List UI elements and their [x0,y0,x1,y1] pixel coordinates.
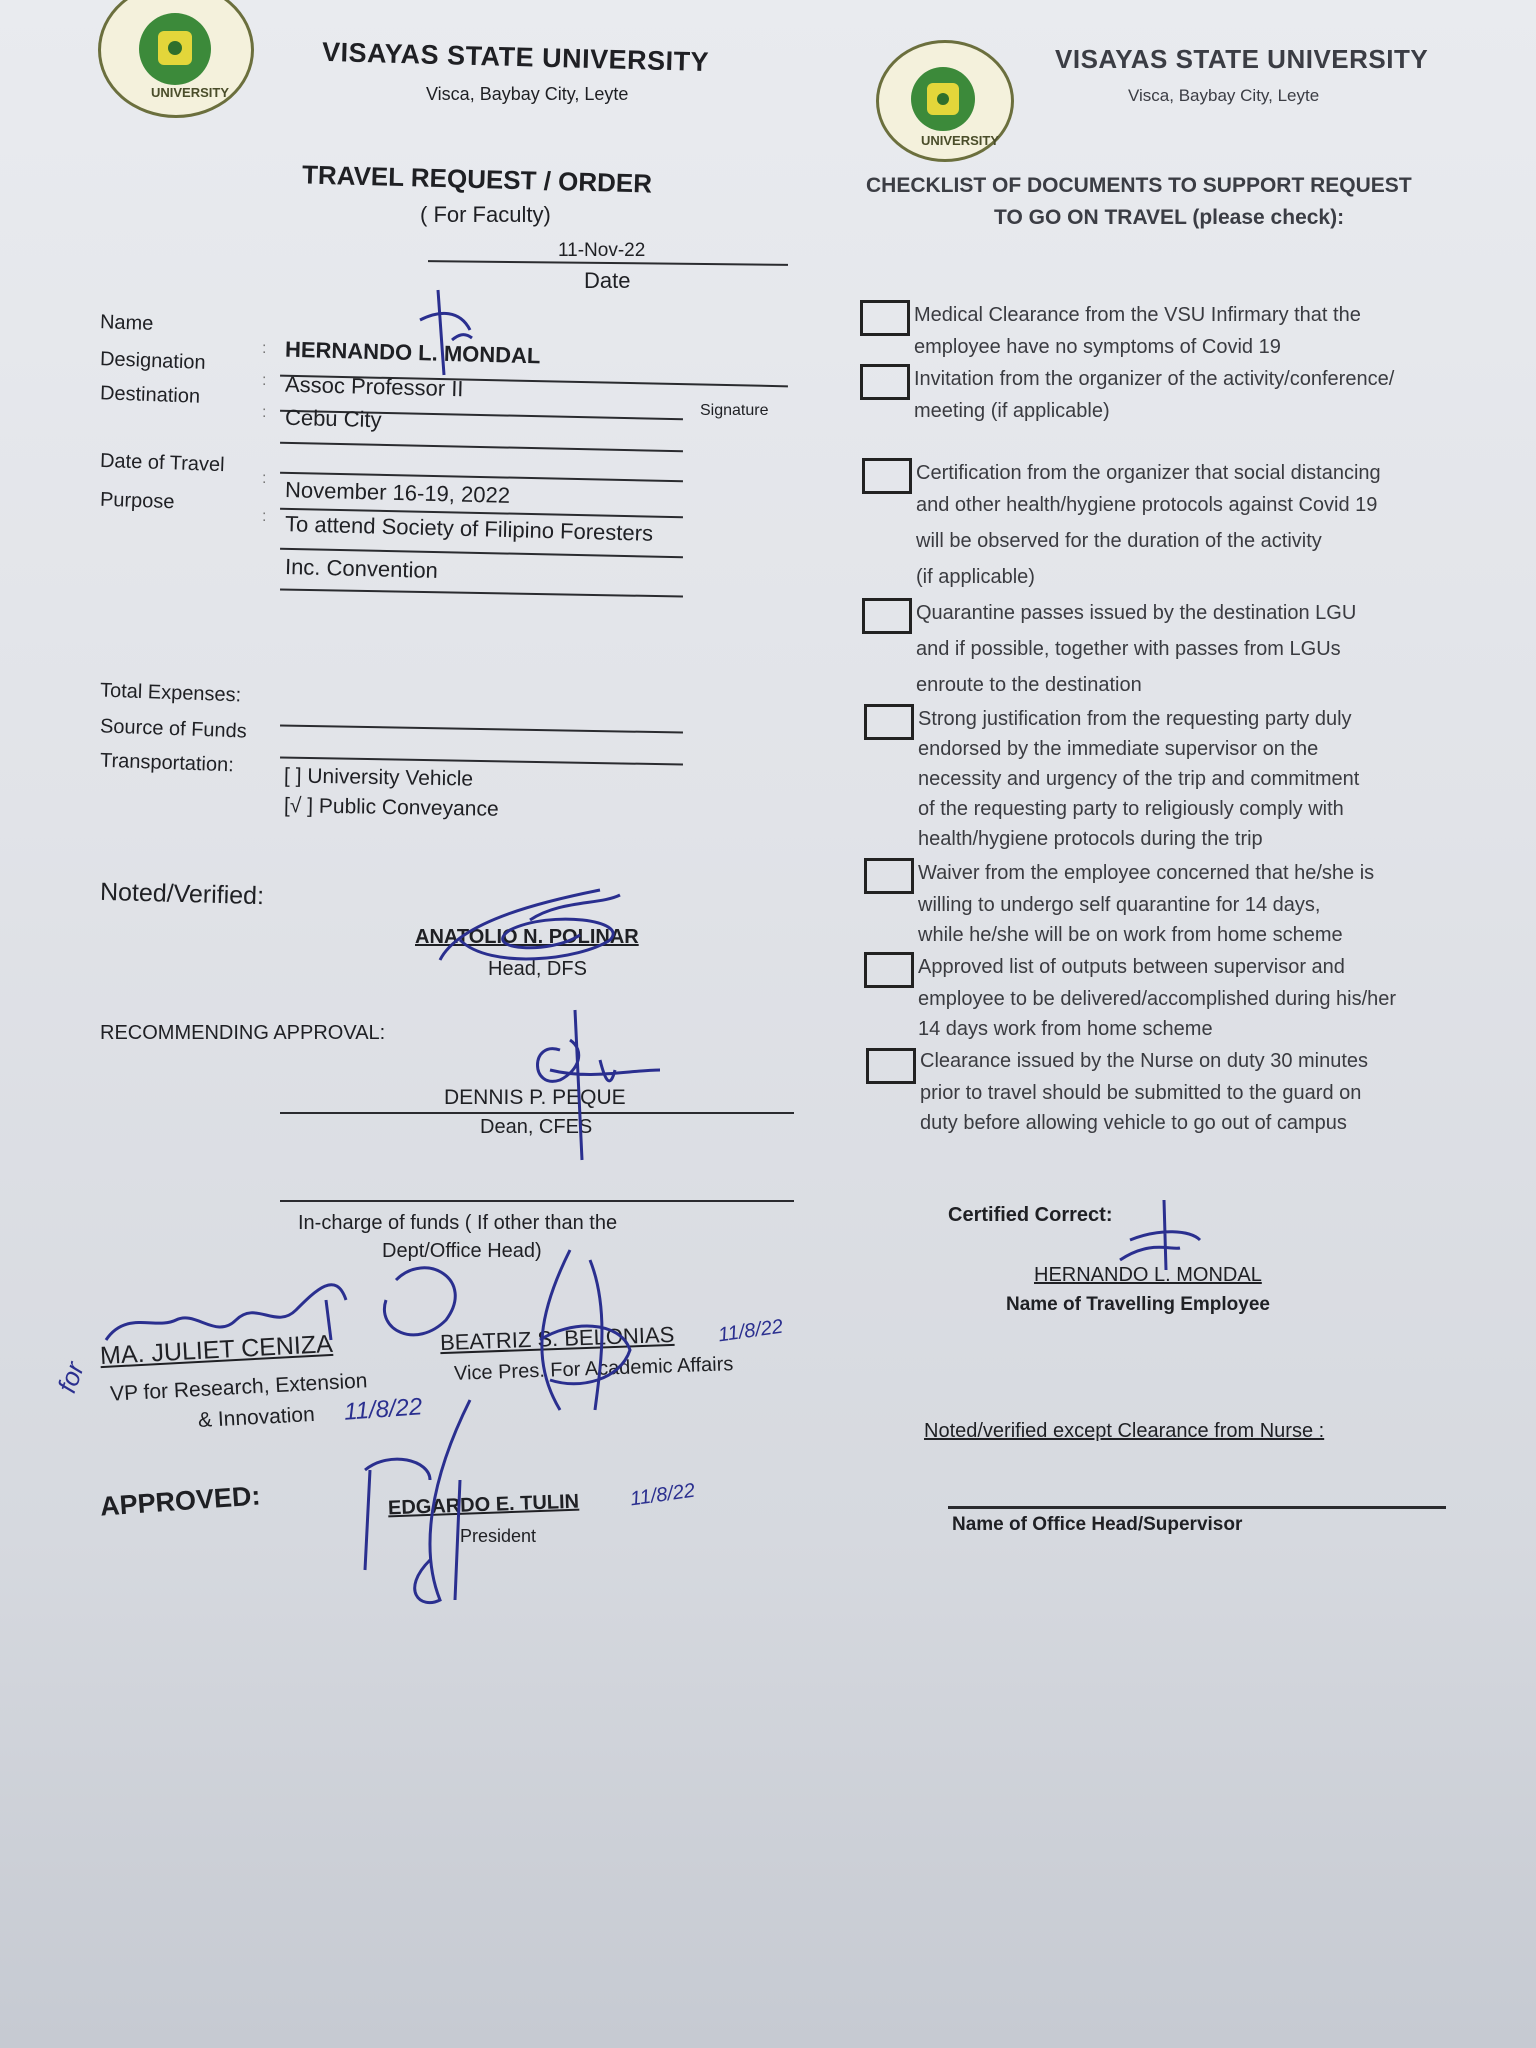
designation-label: Designation [99,348,206,374]
checklist-item-6-line-1: Waiver from the employee concerned that he/she is [918,862,1375,884]
university-name-right: VISAYAS STATE UNIVERSITY [1055,44,1429,74]
noted-except-label: Noted/verified except Clearance from Nurse : [924,1420,1325,1442]
vp-research-name: MA. JULIET CENIZA [99,1329,334,1371]
checkbox-quarantine-passes[interactable] [862,598,912,634]
office-head-caption: Name of Office Head/Supervisor [952,1514,1243,1535]
checklist-item-6-line-2: willing to undergo self quarantine for 14 days, [918,894,1321,916]
checkbox-certification[interactable] [862,458,912,494]
recommending-approval-label: RECOMMENDING APPROVAL: [100,1022,386,1044]
checklist-item-2-line-1: Invitation from the organizer of the activity/conference/ [914,368,1395,390]
date-of-travel-value: November 16-19, 2022 [284,477,511,508]
colon-mark: : [262,508,267,525]
signature-recommending [490,1010,670,1165]
checklist-item-6-line-3: while he/she will be on work from home scheme [918,924,1343,946]
checklist-item-5-line-5: health/hygiene protocols during the trip [918,828,1263,850]
president-date: 11/8/22 [628,1479,697,1511]
checkbox-invitation[interactable] [860,364,910,400]
checklist-item-3-line-4: (if applicable) [916,566,1035,588]
president-title: President [460,1526,537,1546]
transport-option-public-conveyance: [√ ] Public Conveyance [283,794,499,821]
checklist-item-3-line-3: will be observed for the duration of the activity [916,530,1322,552]
purpose-label: Purpose [99,488,175,514]
transport-option-university-vehicle: [ ] University Vehicle [283,764,474,791]
handwritten-for-mark: for [51,1357,90,1397]
university-name: VISAYAS STATE UNIVERSITY [321,36,710,78]
vp-academic-name: BEATRIZ S. BELONIAS [439,1321,675,1356]
checklist-item-5-line-1: Strong justification from the requesting party duly [918,708,1352,730]
form-subtitle: ( For Faculty) [420,202,551,227]
colon-mark: : [262,372,267,389]
total-expenses-line [280,724,683,733]
checklist-item-1-line-1: Medical Clearance from the VSU Infirmary that the [914,304,1361,326]
checklist-item-7-line-2: employee to be delivered/accomplished during his/her [918,988,1397,1010]
checkbox-nurse-clearance[interactable] [866,1048,916,1084]
source-of-funds-label: Source of Funds [99,715,248,743]
date-of-travel-label: Date of Travel [99,449,225,477]
checklist-title-2: TO GO ON TRAVEL (please check): [994,206,1345,229]
checklist-item-8-line-2: prior to travel should be submitted to the guard on [920,1082,1362,1104]
signature-noted [430,880,630,985]
name-value: HERNANDO L. MONDAL [284,336,541,369]
office-head-underline [948,1506,1446,1509]
noted-title: Head, DFS [488,958,587,980]
vp-academic-title: Vice Pres. For Academic Affairs [453,1353,734,1385]
checklist-item-5-line-3: necessity and urgency of the trip and commitment [918,768,1360,790]
checklist-item-8-line-3: duty before allowing vehicle to go out of campus [920,1112,1347,1134]
recommending-title: Dean, CFES [480,1116,593,1138]
checklist-item-7-line-1: Approved list of outputs between supervisor and [918,956,1345,978]
checklist-item-1-line-2: employee have no symptoms of Covid 19 [914,336,1281,358]
checkbox-strong-justification[interactable] [864,704,914,740]
approved-label: APPROVED: [99,1480,262,1522]
designation-value: Assoc Professor II [284,371,464,402]
funds-label-1: In-charge of funds ( If other than the [298,1212,618,1234]
noted-name: ANATOLIO N. POLINAR [415,926,639,948]
destination-label: Destination [99,382,201,408]
checklist-item-4-line-3: enroute to the destination [916,674,1142,696]
certified-name: HERNANDO L. MONDAL [1034,1264,1262,1286]
form-date-label: Date [584,268,631,293]
funds-label-2: Dept/Office Head) [382,1240,542,1262]
name-label: Name [99,311,154,335]
checklist-item-4-line-2: and if possible, together with passes from LGUs [916,638,1341,660]
vp-research-title-1: VP for Research, Extension [109,1369,368,1406]
university-address: Visca, Baybay City, Leyte [426,84,629,104]
colon-mark: : [262,340,267,357]
vp-research-title-2: & Innovation [197,1402,316,1433]
colon-mark: : [262,470,267,487]
checklist-item-3-line-2: and other health/hygiene protocols against Covid 19 [916,494,1378,516]
university-address-right: Visca, Baybay City, Leyte [1128,86,1320,105]
signature-certified [1110,1200,1210,1285]
checklist-title-1: CHECKLIST OF DOCUMENTS TO SUPPORT REQUEST [866,174,1412,197]
funds-underline [280,1200,794,1202]
total-expenses-label: Total Expenses: [99,679,242,707]
noted-verified-label: Noted/Verified: [99,877,265,911]
president-name: EDGARDO E. TULIN [387,1490,580,1520]
checklist-item-2-line-2: meeting (if applicable) [914,400,1110,422]
signature-vp-research [96,1250,476,1365]
certified-correct-label: Certified Correct: [948,1204,1113,1226]
signature-requester [400,280,490,395]
university-seal-right: UNIVERSITY [876,40,1014,162]
colon-mark: : [262,404,267,421]
checkbox-approved-outputs[interactable] [864,952,914,988]
checklist-item-3-line-1: Certification from the organizer that social distancing [916,462,1381,484]
vp-academic-date: 11/8/22 [716,1315,785,1347]
source-of-funds-line [280,756,683,765]
recommending-name: DENNIS P. PEQUE [444,1086,626,1109]
transportation-label: Transportation: [99,749,235,777]
purpose-line-2: Inc. Convention [284,554,439,583]
form-title: TRAVEL REQUEST / ORDER [301,159,653,199]
checklist-item-5-line-4: of the requesting party to religiously comply with [918,798,1344,820]
form-date-value: 11-Nov-22 [558,240,646,261]
purpose-underline-2 [280,588,683,597]
checklist-item-8-line-1: Clearance issued by the Nurse on duty 30 minutes [920,1050,1369,1072]
purpose-line-1: To attend Society of Filipino Foresters [284,511,654,546]
checklist-item-5-line-2: endorsed by the immediate supervisor on the [918,738,1319,760]
university-seal-left: UNIVERSITY [98,0,254,118]
vp-research-date: 11/8/22 [343,1393,424,1426]
certified-caption: Name of Travelling Employee [1006,1294,1270,1315]
destination-underline [280,442,683,452]
checkbox-waiver[interactable] [864,858,914,894]
signature-president [360,1380,550,1625]
signature-label: Signature [700,402,769,419]
checklist-item-4-line-1: Quarantine passes issued by the destination LGU [916,602,1357,624]
destination-value: Cebu City [284,404,382,433]
checkbox-medical-clearance[interactable] [860,300,910,336]
checklist-item-7-line-3: 14 days work from home scheme [918,1018,1213,1040]
